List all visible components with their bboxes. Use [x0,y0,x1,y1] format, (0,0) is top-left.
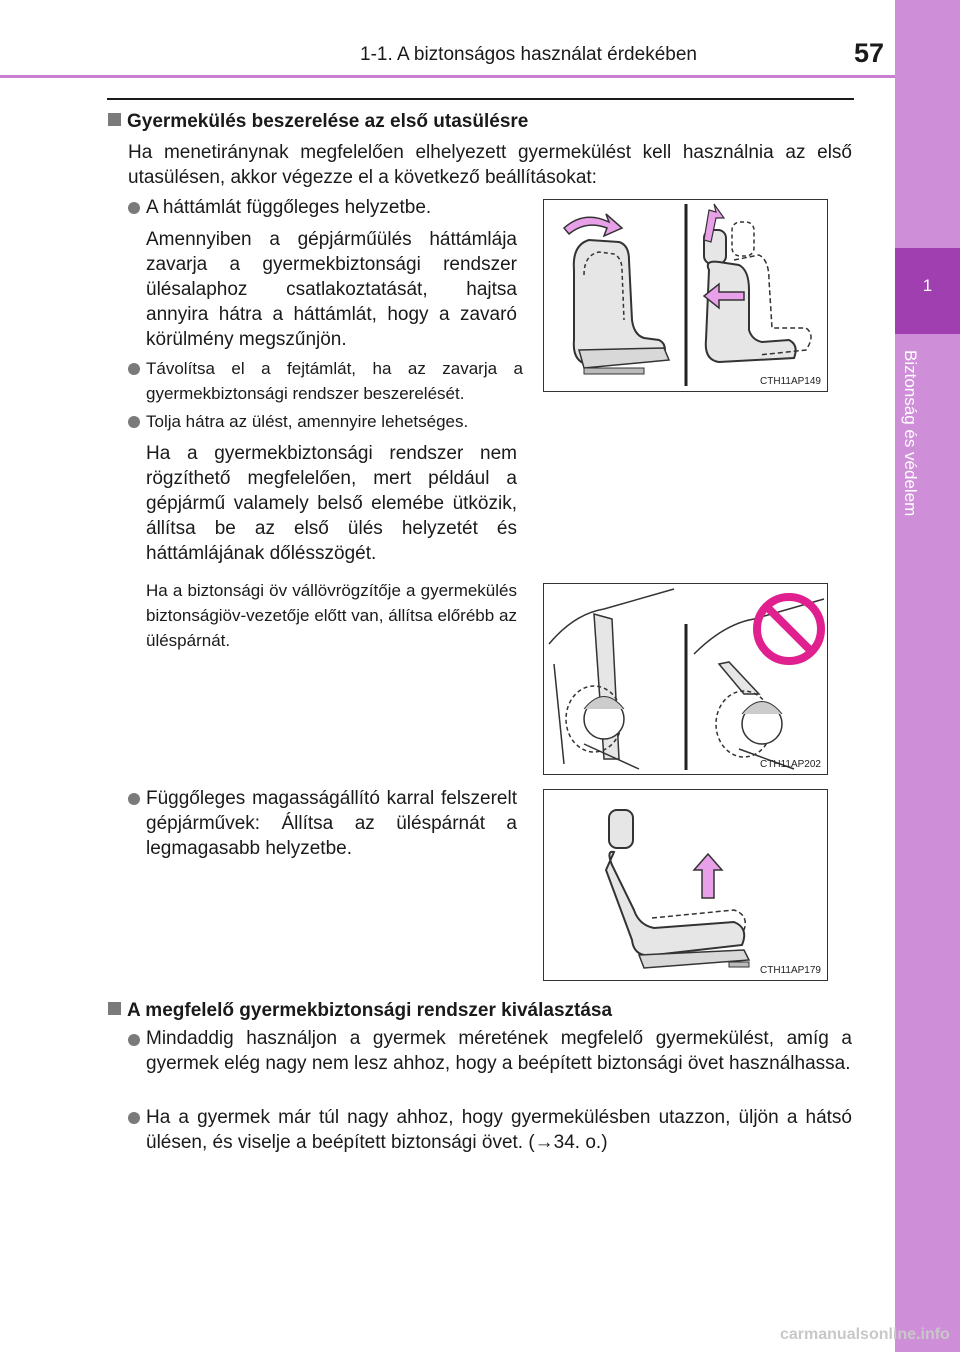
bullet-detail: Ha a gyermekbiztonsági rendszer nem rögzíthető megfelelően, mert például a gépjármű valamely belső elemébe ütközik, állítsa be az első ülés helyzetét és háttámlájának dőlésszögét. [146,443,517,564]
figure-code: CTH11AP202 [760,759,821,770]
figure-seat-height [543,789,828,981]
bullet-icon [128,793,140,805]
chapter-number: 1 [922,276,933,295]
running-header: 1-1. A biztonságos használat érdekében [360,44,697,65]
figure-code: CTH11AP179 [760,965,821,976]
header-divider [0,75,895,78]
bullet-text: Tolja hátra az ülést, amennyire lehetséges. [146,412,469,431]
bullet-detail: Amennyiben a gépjárműülés háttámlája zavarja a gyermekbiztonsági rendszer ülésalaphoz csatlakoztatását, hajtsa annyira hátra a háttámlát, hogy a zavaró körülmény megszűnjön. [146,229,517,350]
chapter-label [900,350,940,580]
bullet-note: Ha a biztonsági öv vállövrögzítője a gyermekülés biztonságiöv-vezetője előtt van, állítsa előrébb az üléspárnát. [146,581,517,650]
section-title-text: A megfelelő gyermekbiztonsági rendszer kiválasztása [127,1000,613,1021]
bullet-text: Mindaddig használjon a gyermek méretének megfelelő gyermekülést, amíg a gyermek elég nagy nem lesz ahhoz, hogy a beépített biztonsági övet használhassa. [146,1028,852,1074]
chapter-tab-strip [895,0,960,1352]
bullet-text: Ha a gyermek már túl nagy ahhoz, hogy gyermekülésben utazzon, üljön a hátsó ülésen, és viselje a beépített biztonsági övet. (→34. o.) [146,1107,852,1153]
belt-position-illustration [544,584,827,774]
figure-code: CTH11AP149 [760,376,821,387]
bullet-icon [128,1034,140,1046]
section-title [108,1000,612,1022]
seat-height-illustration [544,790,827,980]
chapter-label-text: Biztonság és védelem [901,350,920,517]
bullet-icon [128,1112,140,1124]
bullet-icon [128,416,140,428]
section-rule [107,98,854,100]
square-bullet-icon [108,1002,121,1015]
bullet-icon [128,363,140,375]
figure-seat-adjustment [543,199,828,392]
seat-adjustment-illustration [544,200,827,391]
figure-belt-position [543,583,828,775]
bullet-text: Távolítsa el a fejtámlát, ha az zavarja a gyermekbiztonsági rendszer beszerelését. [146,359,523,403]
section-title [108,111,528,133]
page-number: 57 [854,38,885,68]
bullet-icon [128,202,140,214]
square-bullet-icon [108,113,121,126]
bullet-text: A háttámlát függőleges helyzetbe. [146,197,432,218]
section-title-text: Gyermekülés beszerelése az első utasülésre [127,111,529,132]
bullet-text: Függőleges magasságállító karral felszerelt gépjárművek: Állítsa az üléspárnát a legmagasabb helyzetbe. [146,788,517,859]
footer-watermark: carmanualsonline.info [780,1326,950,1343]
section-intro: Ha menetiránynak megfelelően elhelyezett gyermekülést kell használnia az első utasülésen, akkor végezze el a következő beállításokat: [128,142,852,188]
